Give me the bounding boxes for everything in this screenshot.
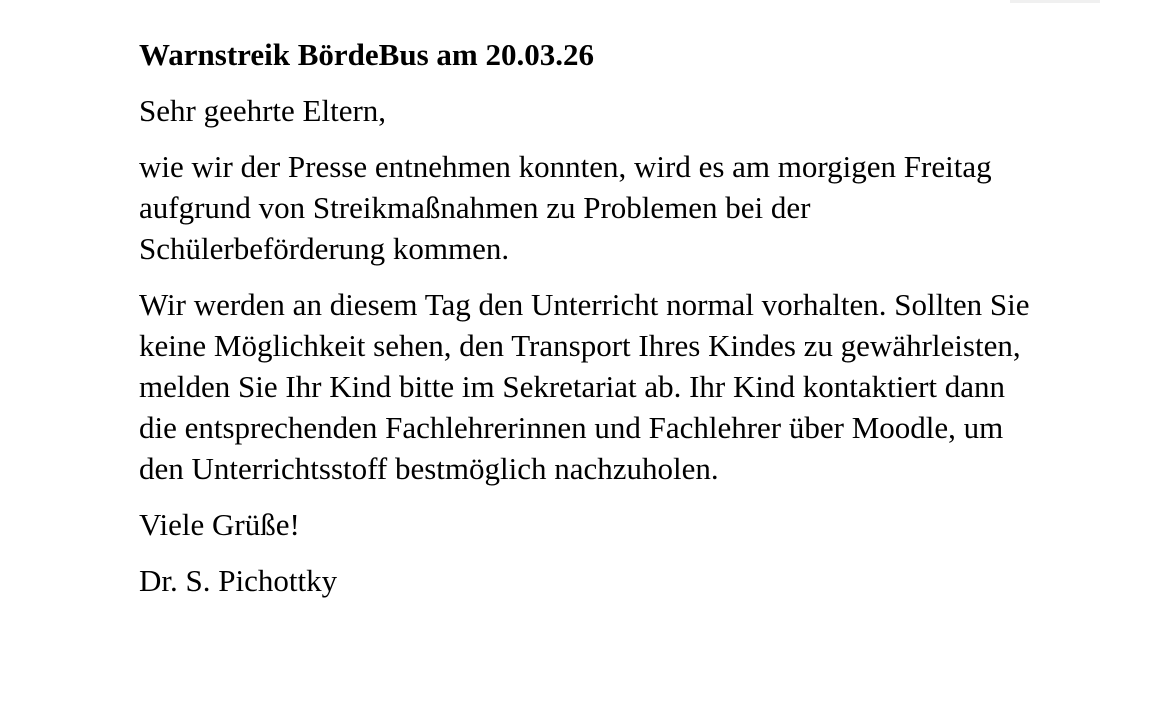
letter-salutation: Sehr geehrte Eltern, [139,93,387,128]
letter-signature: Dr. S. Pichottky [139,563,338,598]
letter-closing: Viele Grüße! [139,507,300,542]
letter-title: Warnstreik BördeBus am 20.03.26 [139,37,594,72]
letter-document [139,34,1039,616]
letter-paragraph-2: Wir werden an diesem Tag den Unterricht normal vorhalten. Sollten Sie keine Möglichkeit sehen, den Transport Ihres Kindes zu gewährleisten, melden Sie Ihr Kind bitte im Sekretariat ab. Ihr Kind kontaktiert dann die entsprechenden Fachlehrerinnen und Fachlehrer über Moodle, um den Unterrichtsstoff bestmöglich nachzuholen. [139,287,1030,486]
top-edge-divider [1010,0,1100,3]
letter-paragraph-1: wie wir der Presse entnehmen konnten, wird es am morgigen Freitag aufgrund von Streikmaßnahmen zu Problemen bei der Schülerbeförderung kommen. [139,149,992,266]
